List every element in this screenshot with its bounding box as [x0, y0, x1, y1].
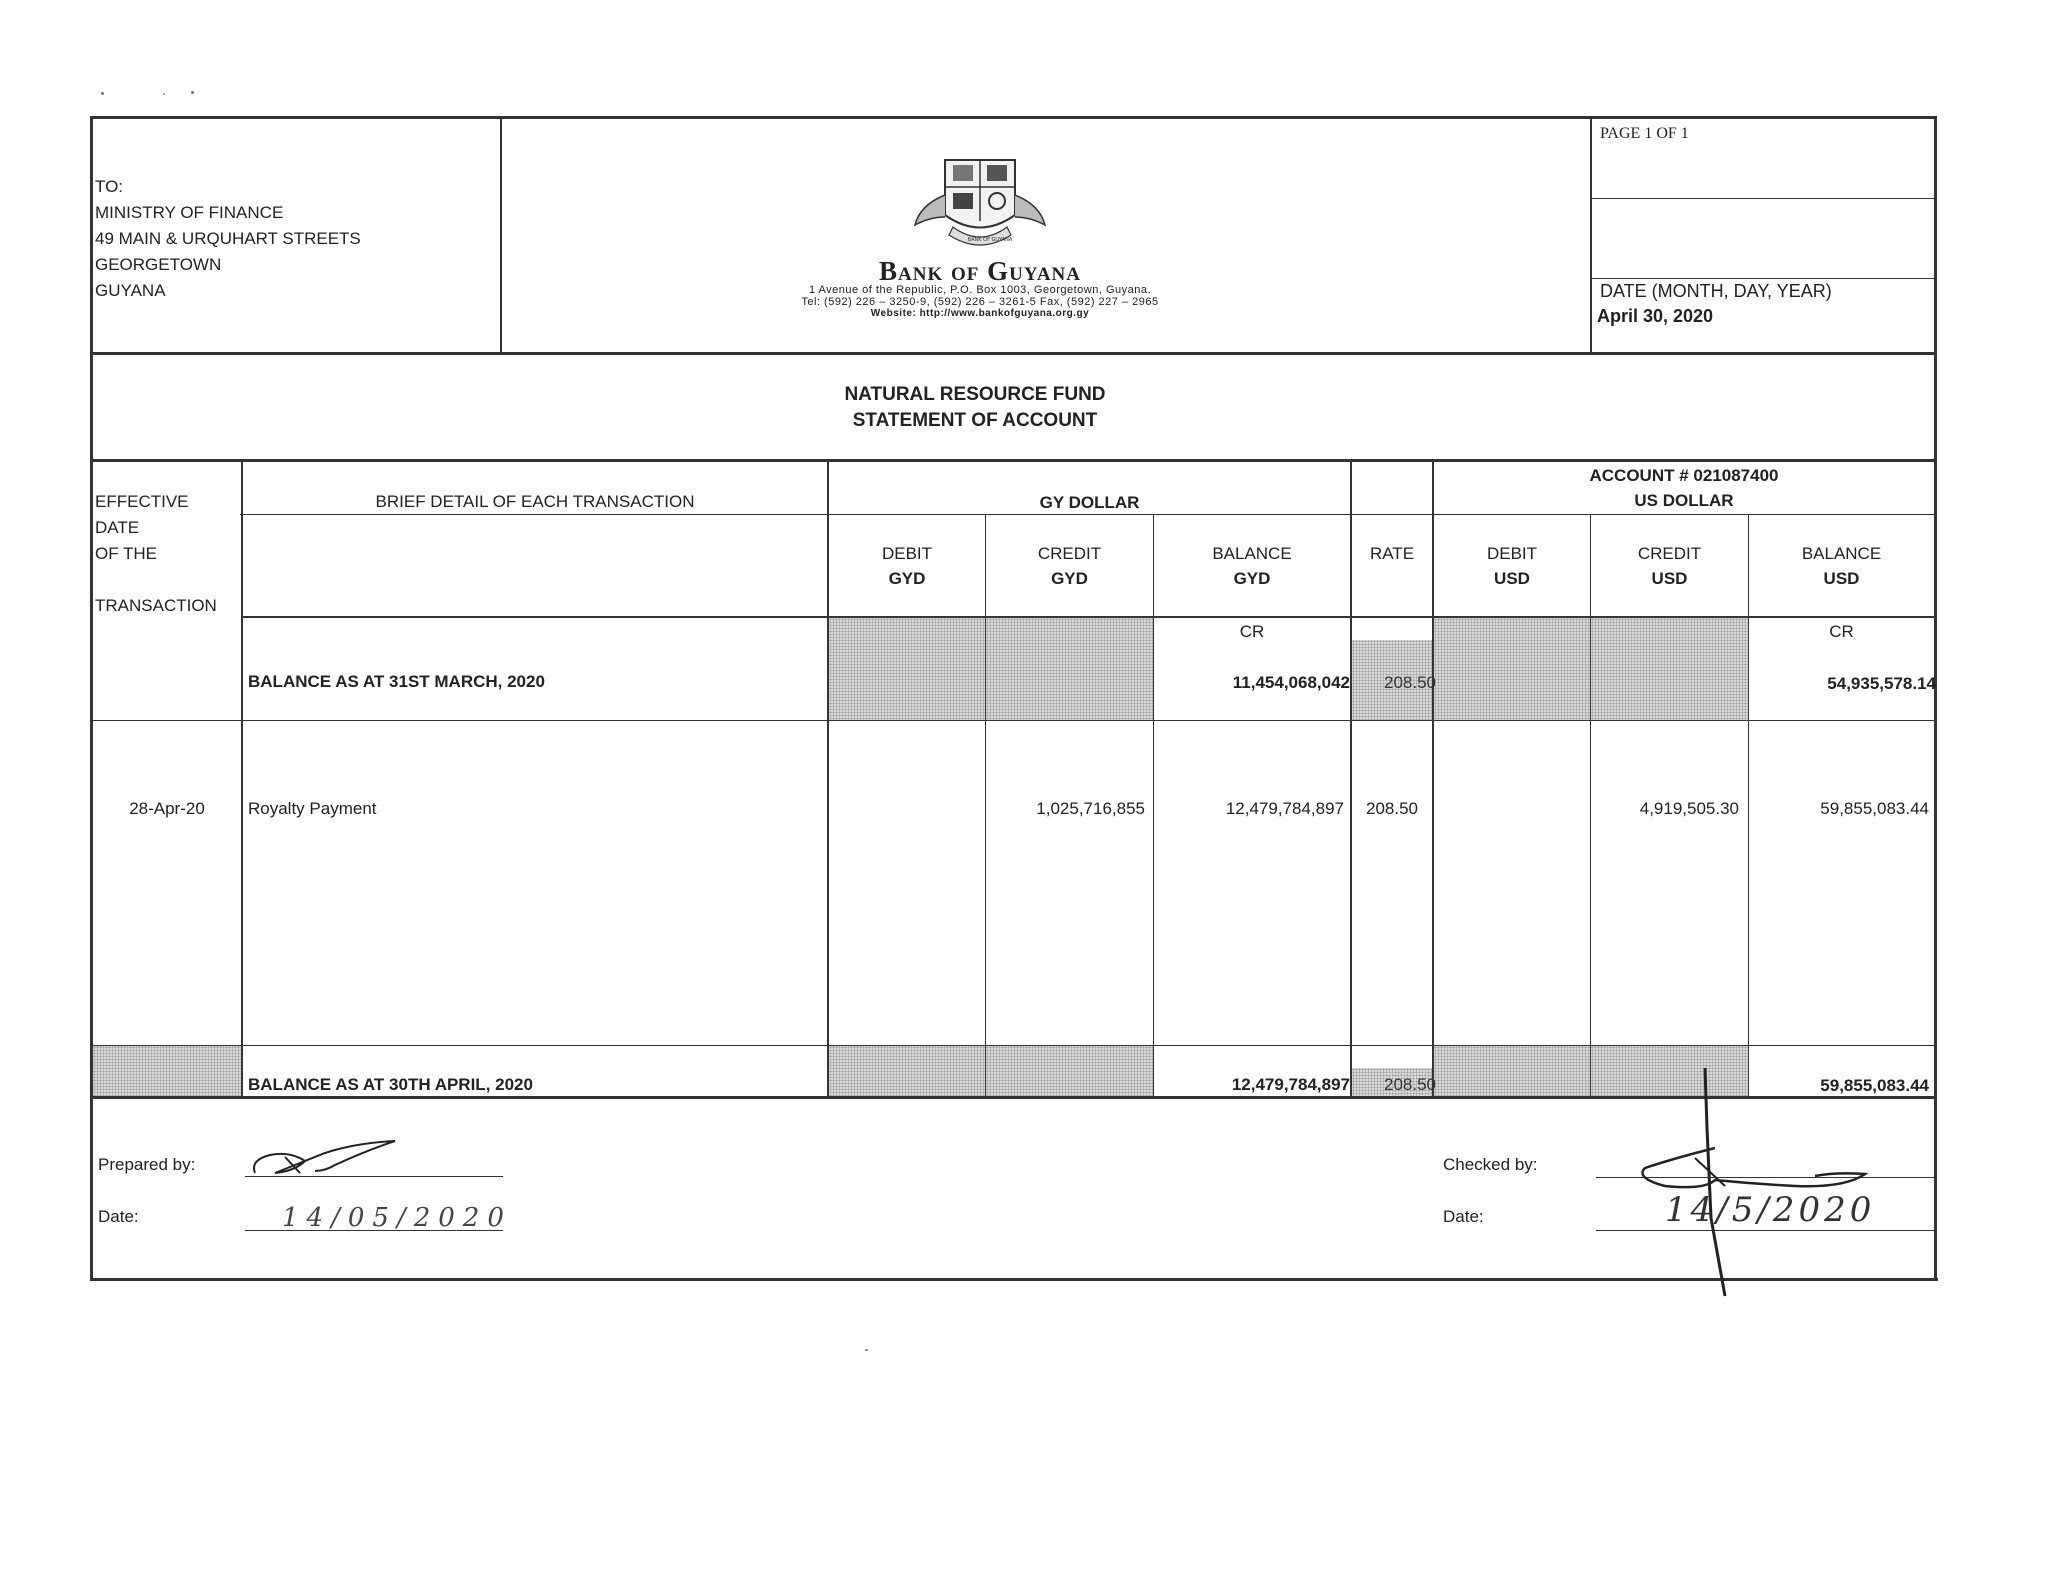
- col-rate: RATE: [1369, 544, 1415, 563]
- account-number: ACCOUNT # 021087400: [1589, 466, 1779, 485]
- prepared-date-handwritten: 14/05/2020: [282, 1203, 512, 1233]
- txn-detail: Royalty Payment: [248, 799, 377, 818]
- closing-balance-label: BALANCE AS AT 30TH APRIL, 2020: [248, 1075, 533, 1094]
- txn-date: 28-Apr-20: [129, 799, 205, 818]
- col-debit-usd-1: DEBIT: [1486, 544, 1538, 563]
- date-label: DATE (MONTH, DAY, YEAR): [1600, 281, 1832, 301]
- txn-rate: 208.50: [1366, 799, 1418, 818]
- preparer-signature: [245, 1135, 405, 1185]
- col-debit-gyd-2: GYD: [888, 569, 926, 588]
- checked-by-label: Checked by:: [1443, 1155, 1538, 1174]
- opening-balance-gyd: 11,454,068,042: [1232, 673, 1350, 692]
- fund-title: NATURAL RESOURCE FUND: [844, 384, 1106, 405]
- opening-balance-label: BALANCE AS AT 31ST MARCH, 2020: [248, 672, 545, 691]
- checker-signature: [1635, 1068, 1885, 1308]
- col-debit-usd-2: USD: [1494, 569, 1530, 588]
- shaded-cell: [1434, 618, 1590, 720]
- col-balance-usd-1: BALANCE: [1801, 544, 1882, 563]
- opening-cr-usd: CR: [1829, 622, 1854, 641]
- col-effective-2: DATE: [95, 518, 140, 537]
- shaded-cell: [829, 1046, 985, 1096]
- col-credit-usd-2: USD: [1651, 569, 1688, 588]
- gy-dollar-group-header: GY DOLLAR: [1039, 493, 1140, 512]
- opening-cr-gyd: CR: [1239, 622, 1265, 641]
- prepared-by-label: Prepared by:: [98, 1155, 196, 1174]
- recipient-name: MINISTRY OF FINANCE: [95, 203, 284, 222]
- recipient-country: GUYANA: [95, 281, 166, 300]
- recipient-city: GEORGETOWN: [95, 255, 222, 274]
- statement-title: STATEMENT OF ACCOUNT: [852, 410, 1098, 431]
- page-indicator: PAGE 1 OF 1: [1600, 125, 1689, 142]
- col-credit-usd-1: CREDIT: [1637, 544, 1702, 563]
- col-credit-gyd-2: GYD: [1051, 569, 1088, 588]
- col-effective-3: OF THE: [95, 544, 158, 563]
- shaded-cell: [986, 1046, 1153, 1096]
- closing-balance-gyd: 12,479,784,897: [1231, 1075, 1350, 1094]
- txn-credit-gyd: 1,025,716,855: [1036, 799, 1145, 818]
- col-effective-4: TRANSACTION: [95, 596, 217, 615]
- txn-balance-usd: 59,855,083.44: [1820, 799, 1929, 818]
- opening-balance-usd: 54,935,578.14: [1827, 674, 1936, 693]
- closing-balance-usd: 59,855,083.44: [1820, 1076, 1929, 1095]
- txn-balance-gyd: 12,479,784,897: [1225, 799, 1344, 818]
- txn-credit-usd: 4,919,505.30: [1639, 799, 1739, 818]
- opening-rate: 208.50: [1384, 673, 1436, 692]
- col-balance-gyd-2: GYD: [1233, 569, 1271, 588]
- date-label-left: Date:: [98, 1207, 139, 1226]
- scan-speck: [163, 93, 165, 95]
- checked-date-handwritten: 14/5/2020: [1665, 1190, 1876, 1230]
- col-detail-header: BRIEF DETAIL OF EACH TRANSACTION: [375, 492, 695, 511]
- shaded-cell: [986, 618, 1153, 720]
- bank-name: Bank of Guyana: [879, 256, 1081, 286]
- shaded-cell: [93, 1046, 241, 1096]
- scan-speck: [865, 1349, 868, 1351]
- shaded-cell: [829, 618, 985, 720]
- col-balance-gyd-1: BALANCE: [1212, 544, 1292, 563]
- bank-address: 1 Avenue of the Republic, P.O. Box 1003, Georgetown, Guyana.: [808, 284, 1152, 296]
- date-label-right: Date:: [1443, 1207, 1484, 1226]
- closing-rate: 208.50: [1384, 1075, 1436, 1094]
- bank-phone-fax: Tel: (592) 226 – 3250-9, (592) 226 – 3261-5 Fax, (592) 227 – 2965: [801, 296, 1159, 308]
- shaded-cell: [1434, 1046, 1590, 1096]
- statement-date: April 30, 2020: [1597, 306, 1714, 326]
- col-balance-usd-2: USD: [1823, 569, 1860, 588]
- col-credit-gyd-1: CREDIT: [1037, 544, 1102, 563]
- col-effective-1: EFFECTIVE: [95, 492, 189, 511]
- recipient-street: 49 MAIN & URQUHART STREETS: [95, 229, 361, 248]
- us-dollar-group-header: US DOLLAR: [1634, 491, 1734, 510]
- bank-website: Website: http://www.bankofguyana.org.gy: [870, 308, 1090, 319]
- to-label: TO:: [95, 177, 124, 196]
- shaded-cell: [1591, 618, 1748, 720]
- seal-motto: BANK OF GUYANA: [967, 237, 1013, 243]
- col-debit-gyd-1: DEBIT: [881, 544, 933, 563]
- scan-speck: [191, 91, 194, 94]
- scan-speck: [101, 92, 104, 95]
